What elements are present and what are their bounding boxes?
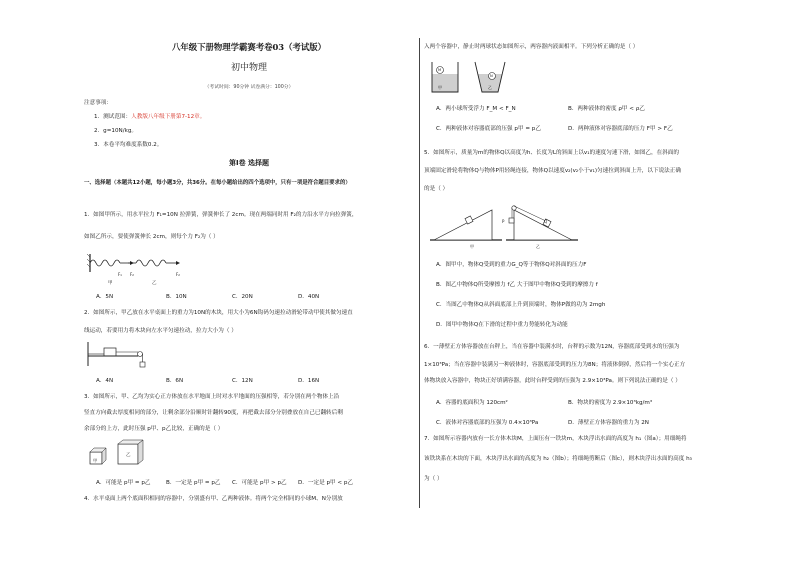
q4-label-n: N (490, 74, 493, 78)
column-divider (419, 38, 420, 508)
notes-item-1 (94, 114, 205, 121)
q7-line-1: 7．如图所示容器内放有一长方体木块M，上面压有一铁块m，木块浮出水面的高度为 h₁（图a）；用细绳将 (424, 436, 687, 442)
q3-option-b[interactable]: B．一定是 p甲 = p乙 (166, 480, 221, 486)
q5-option-d[interactable]: D．图甲中物体Q在下滑的过程中重力势能转化为动能 (436, 322, 568, 328)
q5-line-2: 顶端固定滑轮将物体Q与物体P用轻绳连接，物体Q以速度v₂(v₂小于v₁)匀速拉到斜面上升，以下说法正确 (424, 168, 681, 174)
q5-label-p: P (502, 219, 505, 224)
q2-option-a[interactable]: A．4N (96, 378, 114, 384)
q1-label-f2b: F₂ (176, 272, 180, 277)
q1-option-c[interactable]: C．20N (232, 294, 253, 300)
q7-line-2: 该铁块系在木块的下面，木块浮出水面的高度为 h₂（图b）；将细绳剪断后（图c），则木块浮出水面的高度 h₃ (424, 456, 692, 462)
q1-line-1: 1．如图甲所示，用水平拉力 F₁=10N 拉弹簧，弹簧伸长了 2cm。现在两端同时用 F₂的力沿水平方向拉弹簧， (84, 212, 358, 218)
q2-option-b[interactable]: B．6N (166, 378, 184, 384)
q3-label-yi: 乙 (126, 453, 131, 458)
q5-line-1: 5．如图所示，质量为m的物体Q以高度为h、长度为L的斜面上以v₁的速度匀速下滑，如图乙，在斜面的 (424, 150, 679, 156)
notes-item-1-range: 人教版八年级下册第7-12章。 (131, 114, 206, 120)
q3-option-d[interactable]: D．一定是 p甲 < p乙 (298, 480, 353, 486)
q6-option-d[interactable]: D．薄壁正方体容器的重力为 2N (568, 420, 649, 426)
q5-option-c[interactable]: C．当图乙中物体Q从斜面底部上升到顶端时，物体P做的功为 2mgh (436, 302, 606, 308)
q5-label-yi: 乙 (536, 244, 540, 249)
q1-label-yi: 乙 (152, 281, 157, 286)
q4-label-m: M (438, 68, 442, 72)
q1-option-d[interactable]: D．40N (298, 294, 320, 300)
q2-line-1: 2．如图所示，甲乙放在水平桌面上的重力为10N的木块，用大小为6N钩码匀速拉动滑轮带动甲使其做匀速直 (84, 310, 353, 316)
q5-option-a[interactable]: A．图甲中，物体Q受到的重力G_Q等于物体Q对斜面的压力F (436, 262, 587, 268)
q4-option-a[interactable]: A．两小球所受浮力 F_M < F_N (436, 106, 516, 112)
q2-option-c[interactable]: C．12N (232, 378, 253, 384)
q5-label-q: Q (544, 219, 548, 224)
q1-label-f2a: F₂ (130, 272, 134, 277)
q6-line-3: 体物块放入容器中，物块正好填满容器，此时台秤受到的压强为 2.9×10³Pa。则下列说法正确的是（ ） (424, 378, 681, 384)
q2-option-d[interactable]: D．16N (298, 378, 320, 384)
q6-line-2: 1×10³Pa；当在容器中装满另一种液体时，容器底部受到的压力为8N；将液体倒掉，然后将一个实心正方 (424, 362, 686, 368)
q1-line-2: 如图乙所示，要使弹簧伸长 2cm，则每个力 F₂为（ ） (84, 234, 219, 240)
section-title: 第Ⅰ卷 选择题 (228, 159, 270, 167)
q1-spring-figure (84, 252, 194, 284)
notes-item-2: 2．g=10N/kg。 (94, 128, 137, 134)
q6-option-c[interactable]: C．液体对容器底部的压强为 0.4×10³Pa (436, 420, 539, 426)
q4-containers-figure (430, 60, 520, 96)
q1-label-jia: 甲 (108, 281, 113, 286)
exam-title: 八年级下册物理学霸赛考卷03（考试版） (171, 42, 327, 52)
q6-option-b[interactable]: B．物块的密度为 2.9×10³kg/m³ (568, 400, 653, 406)
q3-label-jia: 甲 (93, 458, 98, 463)
notes-item-1-prefix: 1．测试范围： (94, 114, 132, 120)
notes-item-3: 3．本卷平均难度系数0.2。 (94, 142, 163, 148)
q5-label-jia: 甲 (470, 244, 474, 249)
q5-line-3: 的是（ ） (424, 186, 449, 192)
q1-label-f1: F₁ (118, 272, 122, 277)
q4-option-b[interactable]: B．两种液体的密度 ρ甲 < ρ乙 (568, 106, 645, 112)
q4-option-d[interactable]: D．两种液体对容器底部的压力 F甲 > F乙 (568, 126, 673, 132)
q3-option-a[interactable]: A．可能是 p甲 = p乙 (96, 480, 151, 486)
q1-option-a[interactable]: A．5N (96, 294, 114, 300)
section-instructions: 一、选择题（本题共12小题，每小题3分，共36分。在每小题给出的四个选项中，只有一项是符合题目要求的） (84, 180, 351, 186)
notes-heading: 注意事项： (84, 100, 112, 106)
q3-option-c[interactable]: C．可能是 p甲 > p乙 (232, 480, 287, 486)
q4-continuation: 入两个容器中，静止时两球状态如图所示，两容器内液面相平。下列分析正确的是（ ） (424, 44, 639, 50)
q4-option-c[interactable]: C．两种液体对容器底部的压强 p甲 = p乙 (436, 126, 541, 132)
q2-line-2: 线运动，若要用力将木块向左水平匀速拉动，拉力大小为（ ） (84, 328, 237, 334)
q7-line-3: 为（ ） (424, 476, 443, 482)
q4-label-jia: 甲 (438, 85, 442, 90)
q6-line-1: 6．一薄壁正方体容器放在台秤上，当在容器中装满水时，台秤的示数为12N，容器底部受到水的压强为 (424, 344, 680, 350)
exam-subtitle: 初中物理 (230, 63, 267, 73)
q1-option-b[interactable]: B．10N (166, 294, 187, 300)
q4-line-1: 4．水平桌面上两个底面积相同的容器中，分别盛有甲、乙两种液体。将两个完全相同的小球M、N分别放 (84, 496, 343, 502)
q6-option-a[interactable]: A．容器的底面积为 120cm² (436, 400, 508, 406)
q3-line-3: 余部分的上方，此时压强 p甲、p乙比较，正确的是（ ） (84, 426, 224, 432)
q2-pulley-figure (84, 340, 154, 370)
q3-line-2: 竖直方向截去厚度相同的部分，让剩余部分沿顺时针翻转90度，再把截去部分分别叠放在自己已翻转后剩 (84, 410, 343, 416)
q4-label-yi: 乙 (488, 85, 492, 90)
q5-option-b[interactable]: B．图乙中物体Q所受摩擦力 f乙 大于图甲中物体Q受到的摩擦力 f (436, 282, 598, 288)
exam-meta: （考试时间：90分钟 试卷满分：100分） (204, 85, 294, 90)
q3-line-1: 3．如图所示，甲、乙均为实心正方体放在水平地面上时对水平地面的压强相等，若分别在两个物体上沿 (84, 394, 340, 400)
